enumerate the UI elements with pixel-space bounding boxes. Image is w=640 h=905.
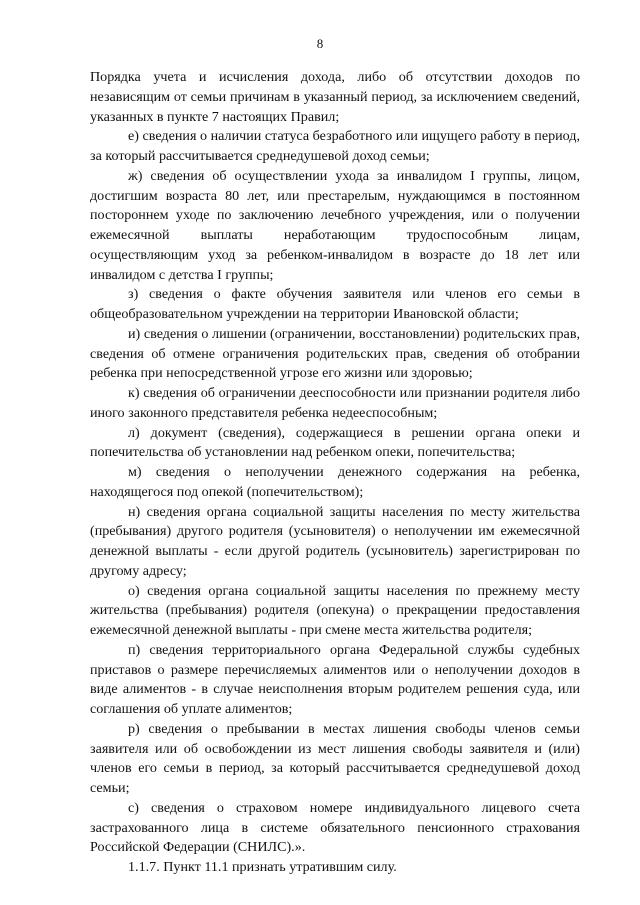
paragraph-item-zh: ж) сведения об осуществлении ухода за инвалидом I группы, лицом, достигшим возраста 80 лет, или престарелым, нуждающимся в постоянном постороннем уходе по заключению лечебного учреждения, или о получении ежемесячной выплаты неработающим трудоспособным лицам, осуществляющим уход за ребенком-инвалидом в возрасте до 18 лет или инвалидом с детства I группы; bbox=[90, 167, 580, 283]
document-body bbox=[90, 68, 580, 878]
paragraph-item-l: л) документ (сведения), содержащиеся в решении органа опеки и попечительства об установлении над ребенком опеки, попечительства; bbox=[90, 424, 580, 461]
paragraph-item-o: о) сведения органа социальной защиты населения по прежнему месту жительства (пребывания) родителя (опекуна) о прекращении предоставления ежемесячной денежной выплаты - при смене места жительства родителя; bbox=[90, 582, 580, 638]
paragraph-item-p: п) сведения территориального органа Федеральной службы судебных приставов о размере перечисляемых алиментов или о неполучении доходов в виде алиментов - в случае неисполнения вторым родителем решения суда, или соглашения об уплате алиментов; bbox=[90, 641, 580, 717]
paragraph-item-k: к) сведения об ограничении дееспособности или признании родителя либо иного законного представителя ребенка недееспособным; bbox=[90, 385, 580, 421]
paragraph-item-s: с) сведения о страховом номере индивидуального лицевого счета застрахованного лица в системе обязательного пенсионного страхования Российской Федерации (СНИЛС).». bbox=[90, 799, 580, 856]
paragraph-item-i: и) сведения о лишении (ограничении, восстановлении) родительских прав, сведения об отмене ограничения родительских прав, сведения об отобрании ребенка при непосредственной угрозе его жизни или здоровью; bbox=[90, 325, 580, 382]
paragraph-clause-1-1-7: 1.1.7. Пункт 11.1 признать утратившим силу. bbox=[128, 859, 397, 875]
paragraph-item-m: м) сведения о неполучении денежного содержания на ребенка, находящегося под опекой (попечительством); bbox=[90, 464, 580, 500]
paragraph-continuation: Порядка учета и исчисления дохода, либо об отсутствии доходов по независящим от семьи причинам в указанный период, за исключением сведений, указанных в пункте 7 настоящих Правил; bbox=[90, 69, 580, 125]
paragraph-item-z: з) сведения о факте обучения заявителя или членов его семьи в общеобразовательном учреждении на территории Ивановской области; bbox=[90, 286, 580, 322]
page-number: 8 bbox=[316, 36, 324, 51]
paragraph-item-r: р) сведения о пребывании в местах лишения свободы членов семьи заявителя или об освобождении из мест лишения свободы заявителя и (или) членов его семьи в период, за который рассчитывается среднедушевой доход семьи; bbox=[90, 720, 580, 796]
paragraph-item-n: н) сведения органа социальной защиты населения по месту жительства (пребывания) другого родителя (усыновителя) о неполучении им ежемесячной денежной выплаты - если другой родитель (усыновитель) зарегистрирован по другому адресу; bbox=[90, 503, 580, 579]
paragraph-item-e: е) сведения о наличии статуса безработного или ищущего работу в период, за который рассчитывается среднедушевой доход семьи; bbox=[90, 128, 580, 164]
